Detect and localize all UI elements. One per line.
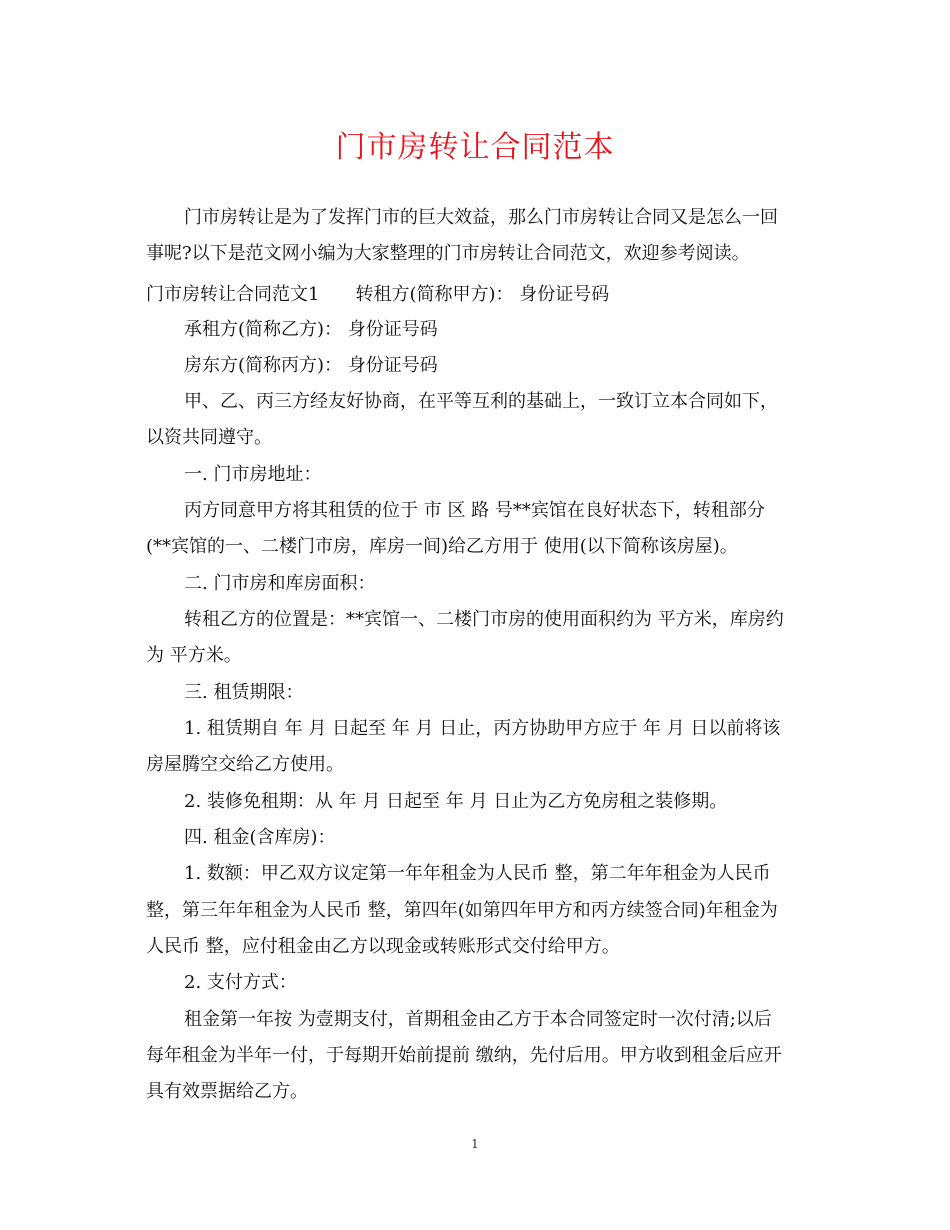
section-heading: 门市房转让合同范文1	[146, 284, 320, 305]
section-heading: 2. 支付方式：	[184, 972, 297, 993]
paragraph-line: 以资共同遵守。	[146, 427, 272, 448]
party-line: 房东方(简称丙方)： 身份证号码	[184, 355, 438, 376]
paragraph-line: 事呢?以下是范文网小编为大家整理的门市房转让合同范文，欢迎参考阅读。	[146, 243, 750, 264]
section-heading: 一. 门市房地址：	[184, 464, 322, 485]
paragraph-line: 租金第一年按 为壹期支付，首期租金由乙方于本合同签定时一次付清;以后	[184, 1009, 772, 1030]
paragraph-line: 甲、乙、丙三方经友好协商，在平等互利的基础上，一致订立本合同如下，	[184, 391, 778, 412]
document-title: 门市房转让合同范本	[335, 130, 615, 165]
paragraph-line: 人民币 整，应付租金由乙方以现金或转账形式交付给甲方。	[146, 936, 620, 957]
paragraph-line: 2. 装修免租期：从 年 月 日起至 年 月 日止为乙方免房租之装修期。	[184, 791, 728, 812]
party-line: 承租方(简称乙方)： 身份证号码	[184, 319, 438, 340]
paragraph-line: 门市房转让是为了发挥门市的巨大效益，那么门市房转让合同又是怎么一回	[184, 207, 778, 228]
paragraph-line: 整，第三年年租金为人民币 整，第四年(如第四年甲方和丙方续签合同)年租金为	[146, 900, 778, 921]
paragraph-line: (**宾馆的一、二楼门市房，库房一间)给乙方用于 使用(以下简称该房屋)。	[146, 536, 738, 557]
page-number: 1	[471, 1137, 479, 1151]
paragraph-line: 丙方同意甲方将其租赁的位于 市 区 路 号**宾馆在良好状态下，转租部分	[184, 500, 765, 521]
paragraph-line: 1. 租赁期自 年 月 日起至 年 月 日止，丙方协助甲方应于 年 月 日以前将该	[184, 718, 781, 739]
paragraph-line: 1. 数额：甲乙双方议定第一年年租金为人民币 整，第二年年租金为人民币	[184, 863, 771, 884]
paragraph-line	[146, 283, 806, 307]
paragraph-line: 每年租金为半年一付，于每期开始前提前 缴纳，先付后用。甲方收到租金后应开	[146, 1045, 782, 1066]
party-line: 转租方(简称甲方)： 身份证号码	[355, 284, 610, 305]
paragraph-line: 为 平方米。	[146, 645, 242, 666]
paragraph-line: 转租乙方的位置是：**宾馆一、二楼门市房的使用面积约为 平方米，库房约	[184, 609, 784, 630]
paragraph-line: 房屋腾空交给乙方使用。	[146, 754, 344, 775]
section-heading: 三. 租赁期限：	[184, 682, 304, 703]
section-heading: 二. 门市房和库房面积：	[184, 573, 376, 594]
paragraph-line: 具有效票据给乙方。	[146, 1081, 308, 1102]
section-heading: 四. 租金(含库房)：	[184, 827, 336, 848]
